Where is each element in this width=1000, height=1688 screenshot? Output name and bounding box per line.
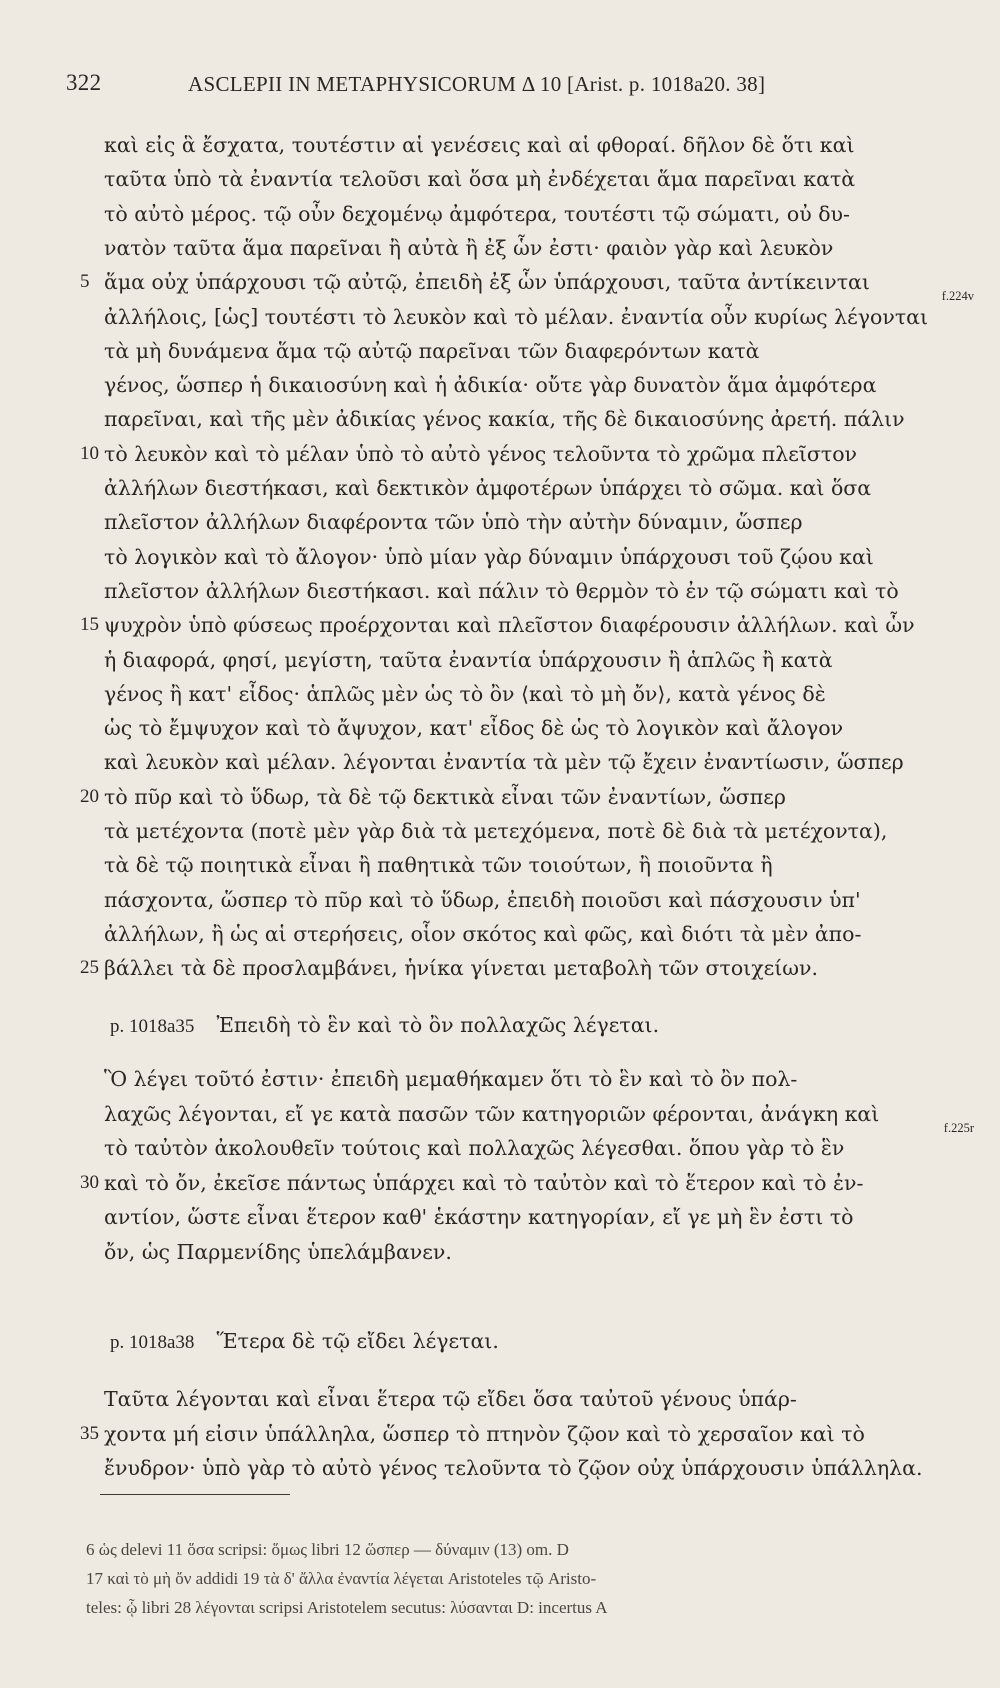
text-line: ἀλλήλοις, [ὡς] τουτέστι τὸ λευκὸν καὶ τὸ μέλαν. ἐναντία οὖν κυρίως λέγονται xyxy=(104,304,929,329)
text-line: τὸ λευκὸν καὶ τὸ μέλαν ὑπὸ τὸ αὐτὸ γένος τελοῦντα τὸ χρῶμα πλεῖστον xyxy=(104,441,858,466)
lemma-text: Ἐπειδὴ τὸ ἓν καὶ τὸ ὂν πολλαχῶς λέγεται. xyxy=(216,1013,660,1037)
lemma-1 xyxy=(110,1010,659,1042)
text-line: γένος ἢ κατ' εἶδος· ἁπλῶς μὲν ὡς τὸ ὂν ⟨καὶ τὸ μὴ ὄν⟩, κατὰ γένος δὲ xyxy=(104,681,826,706)
footnote-line: 6 ὡς delevi 11 ὅσα scripsi: ὅμως libri 12 ὥσπερ — δύναμιν (13) om. D xyxy=(86,1540,569,1559)
lemma-2 xyxy=(110,1326,499,1358)
text-line: ἅμα οὐχ ὑπάρχουσι τῷ αὐτῷ, ἐπειδὴ ἐξ ὧν ὑπάρχουσι, ταῦτα ἀντίκεινται xyxy=(104,270,870,295)
text-line: ὡς τὸ ἔμψυχον καὶ τὸ ἄψυχον, κατ' εἶδος δὲ ὡς τὸ λογικὸν καὶ ἄλογον xyxy=(104,716,844,741)
text-line: ταῦτα ὑπὸ τὰ ἐναντία τελοῦσι καὶ ὅσα μὴ ἐνδέχεται ἅμα παρεῖναι κατὰ xyxy=(104,167,856,192)
line-number: 20 xyxy=(80,785,99,807)
text-line: αντίον, ὥστε εἶναι ἕτερον καθ' ἑκάστην κατηγορίαν, εἴ γε μὴ ἓν ἐστι τὸ xyxy=(104,1205,854,1230)
running-title: ASCLEPII IN METAPHYSICORUM Δ 10 [Arist. p. 1018a20. 38] xyxy=(188,72,766,96)
text-line: βάλλει τὰ δὲ προσλαμβάνει, ἡνίκα γίνεται μεταβολὴ τῶν στοιχείων. xyxy=(104,956,818,981)
text-line: τὸ αὐτὸ μέρος. τῷ οὖν δεχομένῳ ἀμφότερα, τουτέστι τῷ σώματι, οὐ δυ- xyxy=(104,201,850,226)
line-number: 15 xyxy=(80,614,99,636)
text-line: ἀλλήλων διεστήκασι, καὶ δεκτικὸν ἀμφοτέρων ὑπάρχει τὸ σῶμα. καὶ ὅσα xyxy=(104,476,872,500)
lemma-location: p. 1018a35 xyxy=(110,1016,195,1037)
folio-reference: f.225r xyxy=(943,1121,974,1135)
text-line: καὶ τὸ ὄν, ἐκεῖσε πάντως ὑπάρχει καὶ τὸ ταὐτὸν καὶ τὸ ἕτερον καὶ τὸ ἐν- xyxy=(104,1170,864,1195)
text-line: ὄν, ὡς Παρμενίδης ὑπελάμβανεν. xyxy=(104,1240,452,1264)
text-line: καὶ εἰς ἃ ἔσχατα, τουτέστιν αἱ γενέσεις καὶ αἱ φθοραί. δῆλον δὲ ὅτι καὶ xyxy=(104,133,855,157)
text-line: νατὸν ταῦτα ἅμα παρεῖναι ἢ αὐτὰ ἢ ἐξ ὧν ἐστι· φαιὸν γὰρ καὶ λευκὸν xyxy=(104,235,834,260)
footnote-line: teles: ᾧ libri 28 λέγονται scripsi Aristotelem secutus: λύσανται D: incertus A xyxy=(86,1598,608,1617)
lemma-text: Ἕτερα δὲ τῷ εἴδει λέγεται. xyxy=(216,1329,499,1353)
page-number: 322 xyxy=(66,70,102,95)
text-line: τὰ μετέχοντα (ποτὲ μὲν γὰρ διὰ τὰ μετεχόμενα, ποτὲ δὲ διὰ τὰ μετέχοντα), xyxy=(104,819,888,843)
line-number: 10 xyxy=(80,442,99,464)
text-line: λαχῶς λέγονται, εἴ γε κατὰ πασῶν τῶν κατηγοριῶν φέρονται, ἀνάγκη καὶ xyxy=(104,1101,880,1126)
text-line: παρεῖναι, καὶ τῆς μὲν ἀδικίας γένος κακία, τῆς δὲ δικαιοσύνης ἀρετή. πάλιν xyxy=(104,407,905,432)
text-line: Ταῦτα λέγονται καὶ εἶναι ἕτερα τῷ εἴδει ὅσα ταὐτοῦ γένους ὑπάρ- xyxy=(104,1387,797,1411)
text-line: πλεῖστον ἀλλήλων διαφέροντα τῶν ὑπὸ τὴν αὐτὴν δύναμιν, ὥσπερ xyxy=(104,510,803,535)
line-number: 30 xyxy=(80,1171,99,1193)
text-line: γένος, ὥσπερ ἡ δικαιοσύνη καὶ ἡ ἀδικία· οὔτε γὰρ δυνατὸν ἅμα ἀμφότερα xyxy=(104,373,877,398)
text-line: τὸ ταὐτὸν ἀκολουθεῖν τούτοις καὶ πολλαχῶς λέγεσθαι. ὅπου γὰρ τὸ ἓν xyxy=(104,1136,845,1161)
text-line: χοντα μή εἰσιν ὑπάλληλα, ὥσπερ τὸ πτηνὸν ζῷον καὶ τὸ χερσαῖον καὶ τὸ xyxy=(104,1421,865,1446)
text-line: τὰ μὴ δυνάμενα ἅμα τῷ αὐτῷ παρεῖναι τῶν διαφερόντων κατὰ xyxy=(104,338,760,363)
text-line: πλεῖστον ἀλλήλων διεστήκασι. καὶ πάλιν τὸ θερμὸν τὸ ἐν τῷ σώματι καὶ τὸ xyxy=(104,578,899,603)
text-line: τὸ λογικὸν καὶ τὸ ἄλογον· ὑπὸ μίαν γὰρ δύναμιν ὑπάρχουσι τοῦ ζῴου καὶ xyxy=(104,544,874,569)
text-line: πάσχοντα, ὥσπερ τὸ πῦρ καὶ τὸ ὕδωρ, ἐπειδὴ ποιοῦσι καὶ πάσχουσιν ὑπ' xyxy=(104,887,861,912)
text-line: τὸ πῦρ καὶ τὸ ὕδωρ, τὰ δὲ τῷ δεκτικὰ εἶναι τῶν ἐναντίων, ὥσπερ xyxy=(104,784,786,809)
footnote-line: 17 καὶ τὸ μὴ ὄν addidi 19 τὰ δ' ἄλλα ἐναντία λέγεται Aristoteles τῷ Aristo- xyxy=(86,1569,597,1588)
text-line: τὰ δὲ τῷ ποιητικὰ εἶναι ἢ παθητικὰ τῶν τοιούτων, ἢ ποιοῦντα ἢ xyxy=(104,853,773,878)
lemma-location: p. 1018a38 xyxy=(110,1332,195,1353)
line-number: 35 xyxy=(80,1422,99,1444)
text-line: Ὃ λέγει τοῦτό ἐστιν· ἐπειδὴ μεμαθήκαμεν ὅτι τὸ ἓν καὶ τὸ ὂν πολ- xyxy=(104,1067,798,1091)
text-line: ἔνυδρον· ὑπὸ γὰρ τὸ αὐτὸ γένος τελοῦντα τὸ ζῷον οὐχ ὑπάρχουσιν ὑπάλληλα. xyxy=(104,1456,923,1481)
text-line: ψυχρὸν ὑπὸ φύσεως προέρχονται καὶ πλεῖστον διαφέρουσιν ἀλλήλων. καὶ ὧν xyxy=(104,613,915,638)
text-line: καὶ λευκὸν καὶ μέλαν. λέγονται ἐναντία τὰ μὲν τῷ ἔχειν ἐναντίωσιν, ὥσπερ xyxy=(104,750,904,775)
text-line: ἀλλήλων, ἢ ὡς αἱ στερήσεις, οἷον σκότος καὶ φῶς, καὶ διότι τὰ μὲν ἀπο- xyxy=(104,921,862,946)
footnote-divider xyxy=(100,1494,290,1495)
text-line: ἡ διαφορά, φησί, μεγίστη, ταῦτα ἐναντία ὑπάρχουσιν ἢ ἁπλῶς ἢ κατὰ xyxy=(104,647,833,672)
line-number: 25 xyxy=(80,957,99,979)
line-number: 5 xyxy=(80,271,90,293)
folio-reference: f.224v xyxy=(941,289,974,303)
